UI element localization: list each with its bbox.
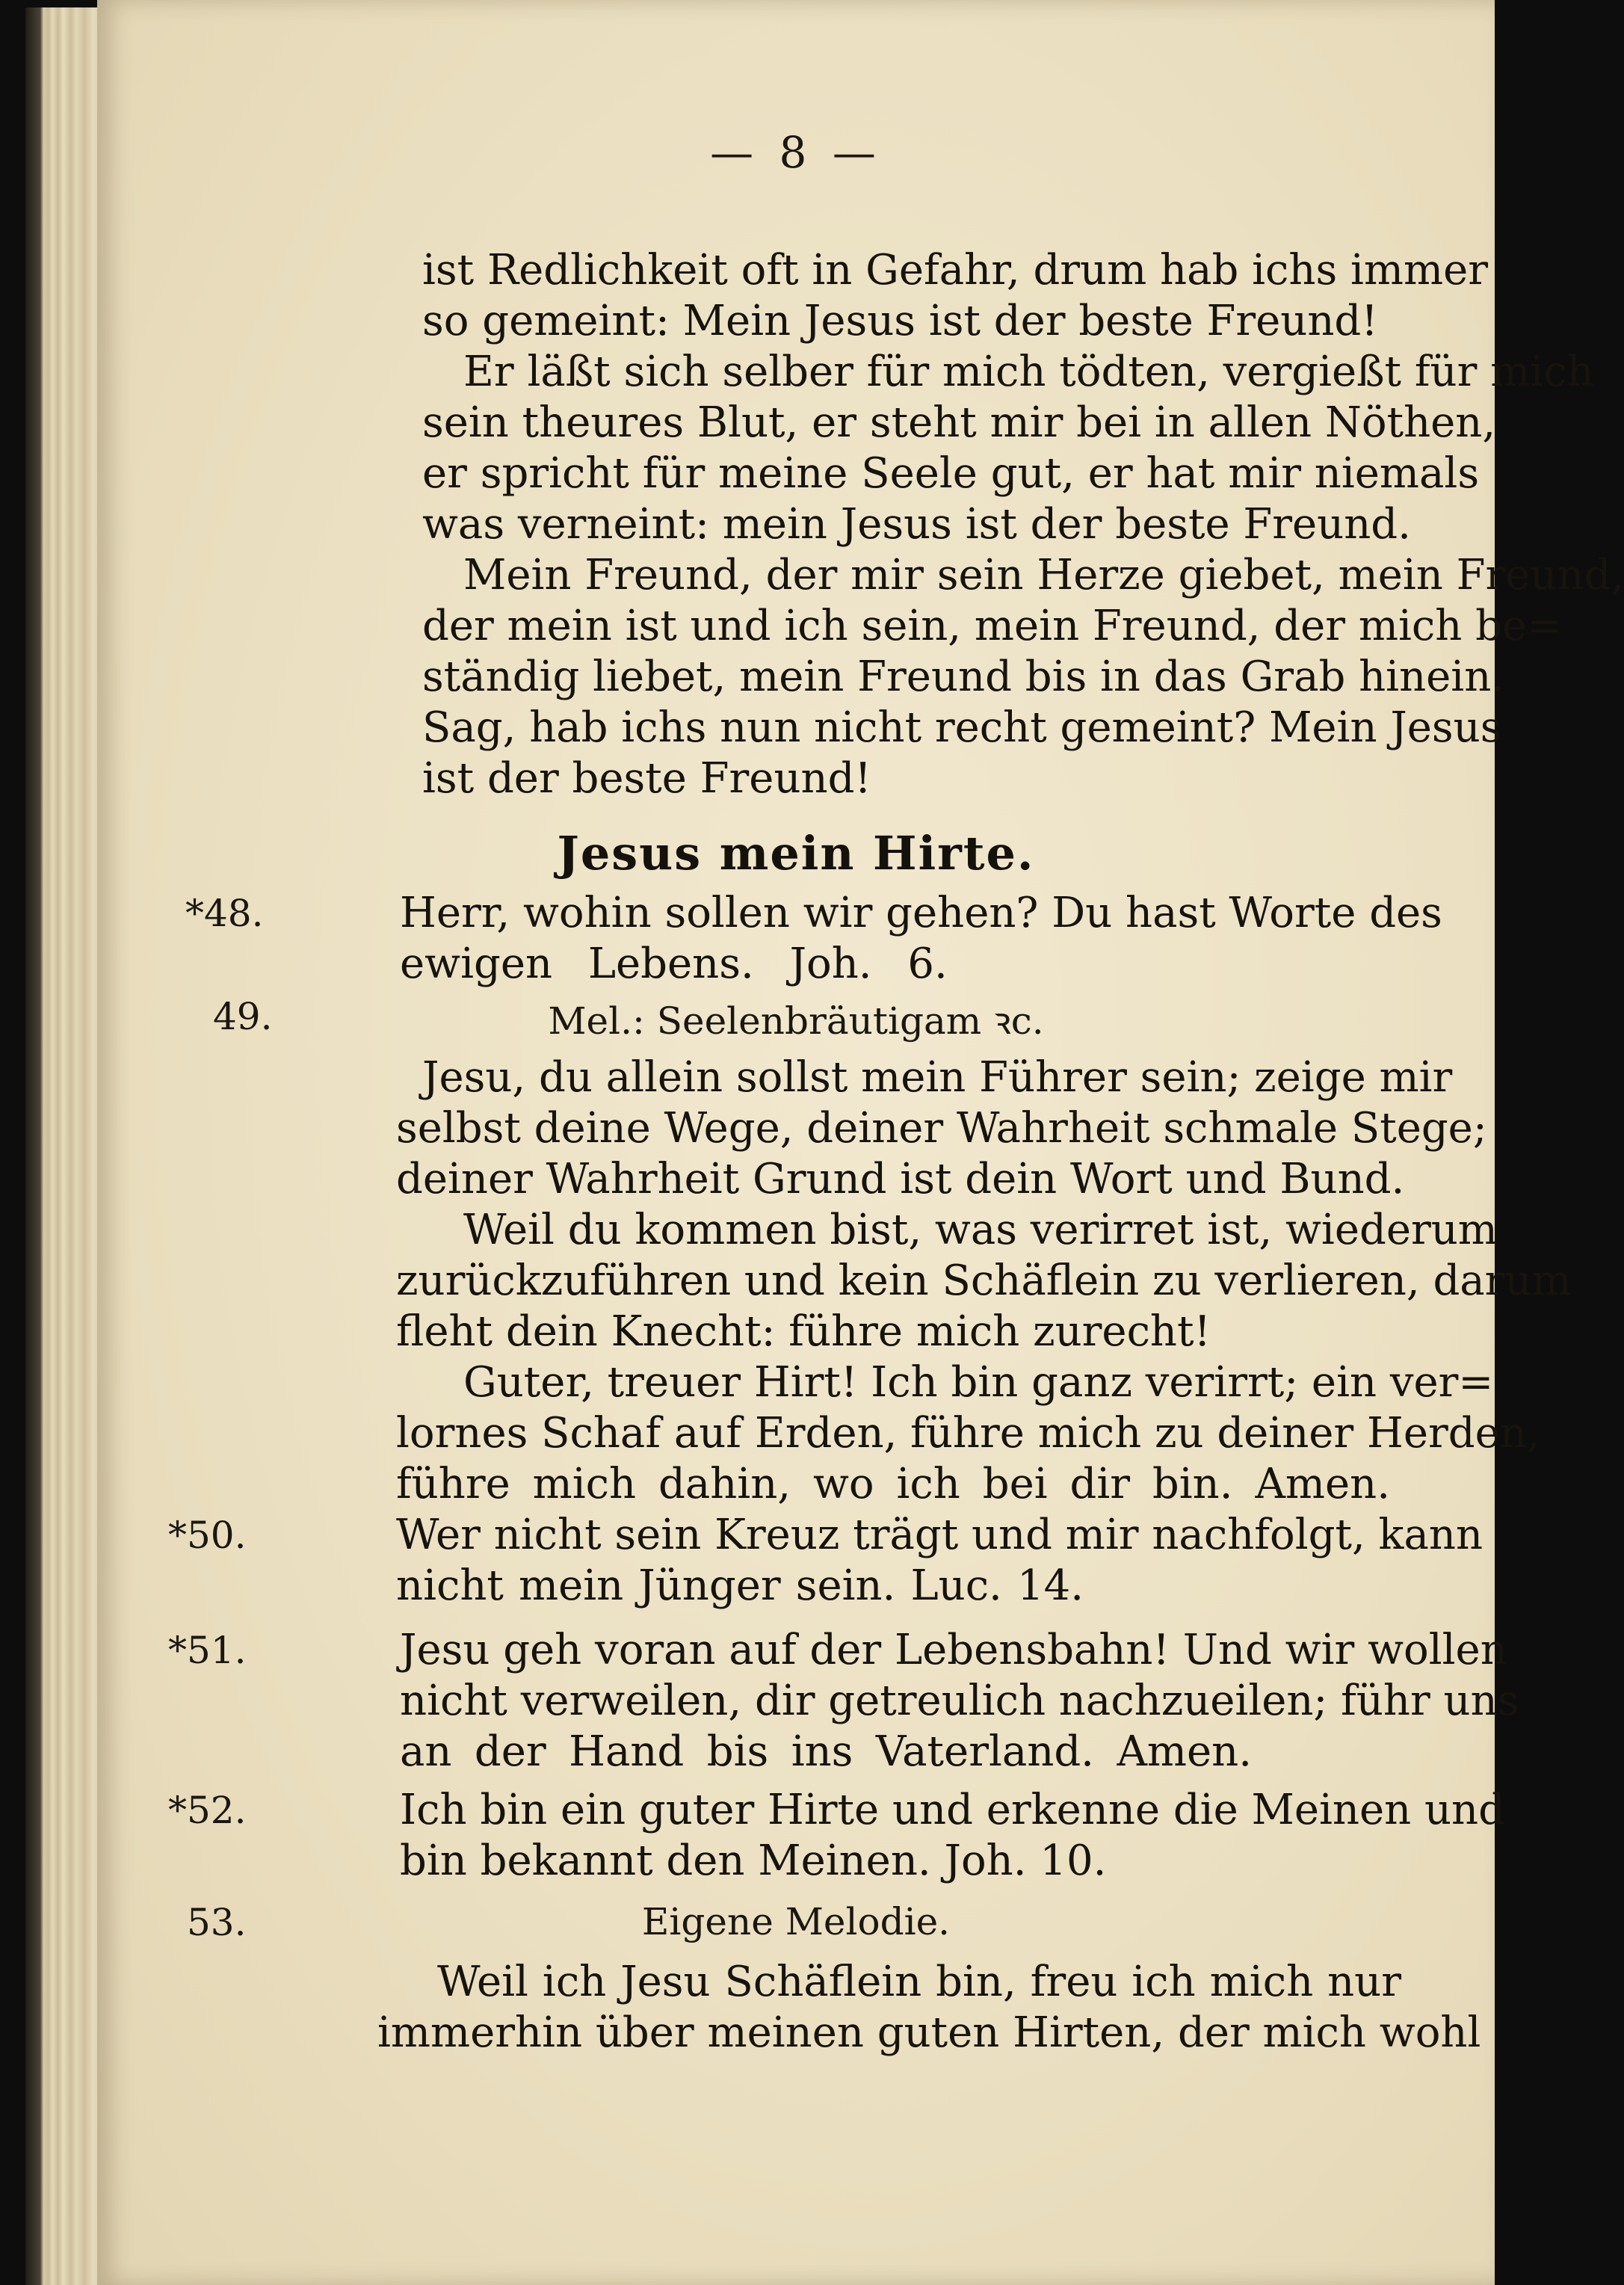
- text-line: bin bekannt den Meinen. Joh. 10.: [400, 1837, 1107, 1885]
- text-line: lornes Schaf auf Erden, führe mich zu deiner Herden,: [396, 1409, 1540, 1458]
- text-line: Sag, hab ichs nun nicht recht gemeint? Mein Jesus: [422, 703, 1502, 752]
- melody-note: Eigene Melodie.: [641, 1900, 951, 1943]
- text-line: führe mich dahin, wo ich bei dir bin. Amen.: [396, 1460, 1390, 1508]
- verse-number: *50.: [168, 1514, 247, 1557]
- text-line: fleht dein Knecht: führe mich zurecht!: [396, 1307, 1211, 1356]
- text-line: was verneint: mein Jesus ist der beste Freund.: [422, 500, 1411, 549]
- verse-number: 53.: [187, 1901, 247, 1944]
- text-line: sein theures Blut, er steht mir bei in allen Nöthen,: [422, 398, 1496, 447]
- text-line: Jesu, du allein sollst mein Führer sein; zeige mir: [422, 1053, 1453, 1102]
- text-line: ständig liebet, mein Freund bis in das Grab hinein.: [422, 653, 1505, 701]
- verse-number: *52.: [168, 1789, 247, 1832]
- text-line: Er läßt sich selber für mich tödten, vergießt für mich: [463, 348, 1594, 396]
- verse-number: *48.: [185, 892, 264, 935]
- book-page: [97, 0, 1624, 2285]
- text-line: er spricht für meine Seele gut, er hat mir niemals: [422, 449, 1480, 498]
- text-line: so gemeint: Mein Jesus ist der beste Freund!: [422, 297, 1378, 345]
- text-line: Weil du kommen bist, was verirret ist, wiederum: [463, 1206, 1498, 1254]
- text-line: nicht verweilen, dir getreulich nachzueilen; führ uns: [400, 1677, 1519, 1725]
- section-heading: Jesus mein Hirte.: [557, 826, 1035, 881]
- book-page-edges: [25, 7, 108, 2285]
- text-line: ist der beste Freund!: [422, 754, 871, 803]
- text-line: Jesu geh voran auf der Lebensbahn! Und wir wollen: [400, 1626, 1507, 1674]
- text-line: Ich bin ein guter Hirte und erkenne die Meinen und: [400, 1786, 1505, 1834]
- text-line: an der Hand bis ins Vaterland. Amen.: [400, 1727, 1252, 1776]
- text-line: deiner Wahrheit Grund ist dein Wort und Bund.: [396, 1155, 1405, 1203]
- melody-note: Mel.: Seelenbräutigam ꝛc.: [548, 999, 1044, 1043]
- text-line: nicht mein Jünger sein. Luc. 14.: [396, 1561, 1084, 1610]
- text-line: ist Redlichkeit oft in Gefahr, drum hab ichs immer: [422, 246, 1489, 295]
- text-line: Mein Freund, der mir sein Herze giebet, mein Freund,: [463, 551, 1624, 599]
- text-line: der mein ist und ich sein, mein Freund, der mich be=: [422, 602, 1562, 650]
- text-line: zurückzuführen und kein Schäflein zu verlieren, darum: [396, 1256, 1572, 1305]
- verse-number: *51.: [168, 1629, 247, 1672]
- text-line: Guter, treuer Hirt! Ich bin ganz verirrt; ein ver=: [463, 1358, 1494, 1407]
- text-line: Herr, wohin sollen wir gehen? Du hast Worte des: [400, 889, 1442, 937]
- text-line: Weil ich Jesu Schäflein bin, freu ich mich nur: [437, 1958, 1401, 2006]
- text-line: selbst deine Wege, deiner Wahrheit schmale Stege;: [396, 1104, 1487, 1153]
- text-line: ewigen Lebens. Joh. 6.: [400, 940, 948, 988]
- page-number: — 8 —: [710, 127, 882, 178]
- text-line: immerhin über meinen guten Hirten, der mich wohl: [377, 2008, 1481, 2057]
- verse-number: 49.: [213, 995, 273, 1038]
- text-line: Wer nicht sein Kreuz trägt und mir nachfolgt, kann: [396, 1511, 1483, 1559]
